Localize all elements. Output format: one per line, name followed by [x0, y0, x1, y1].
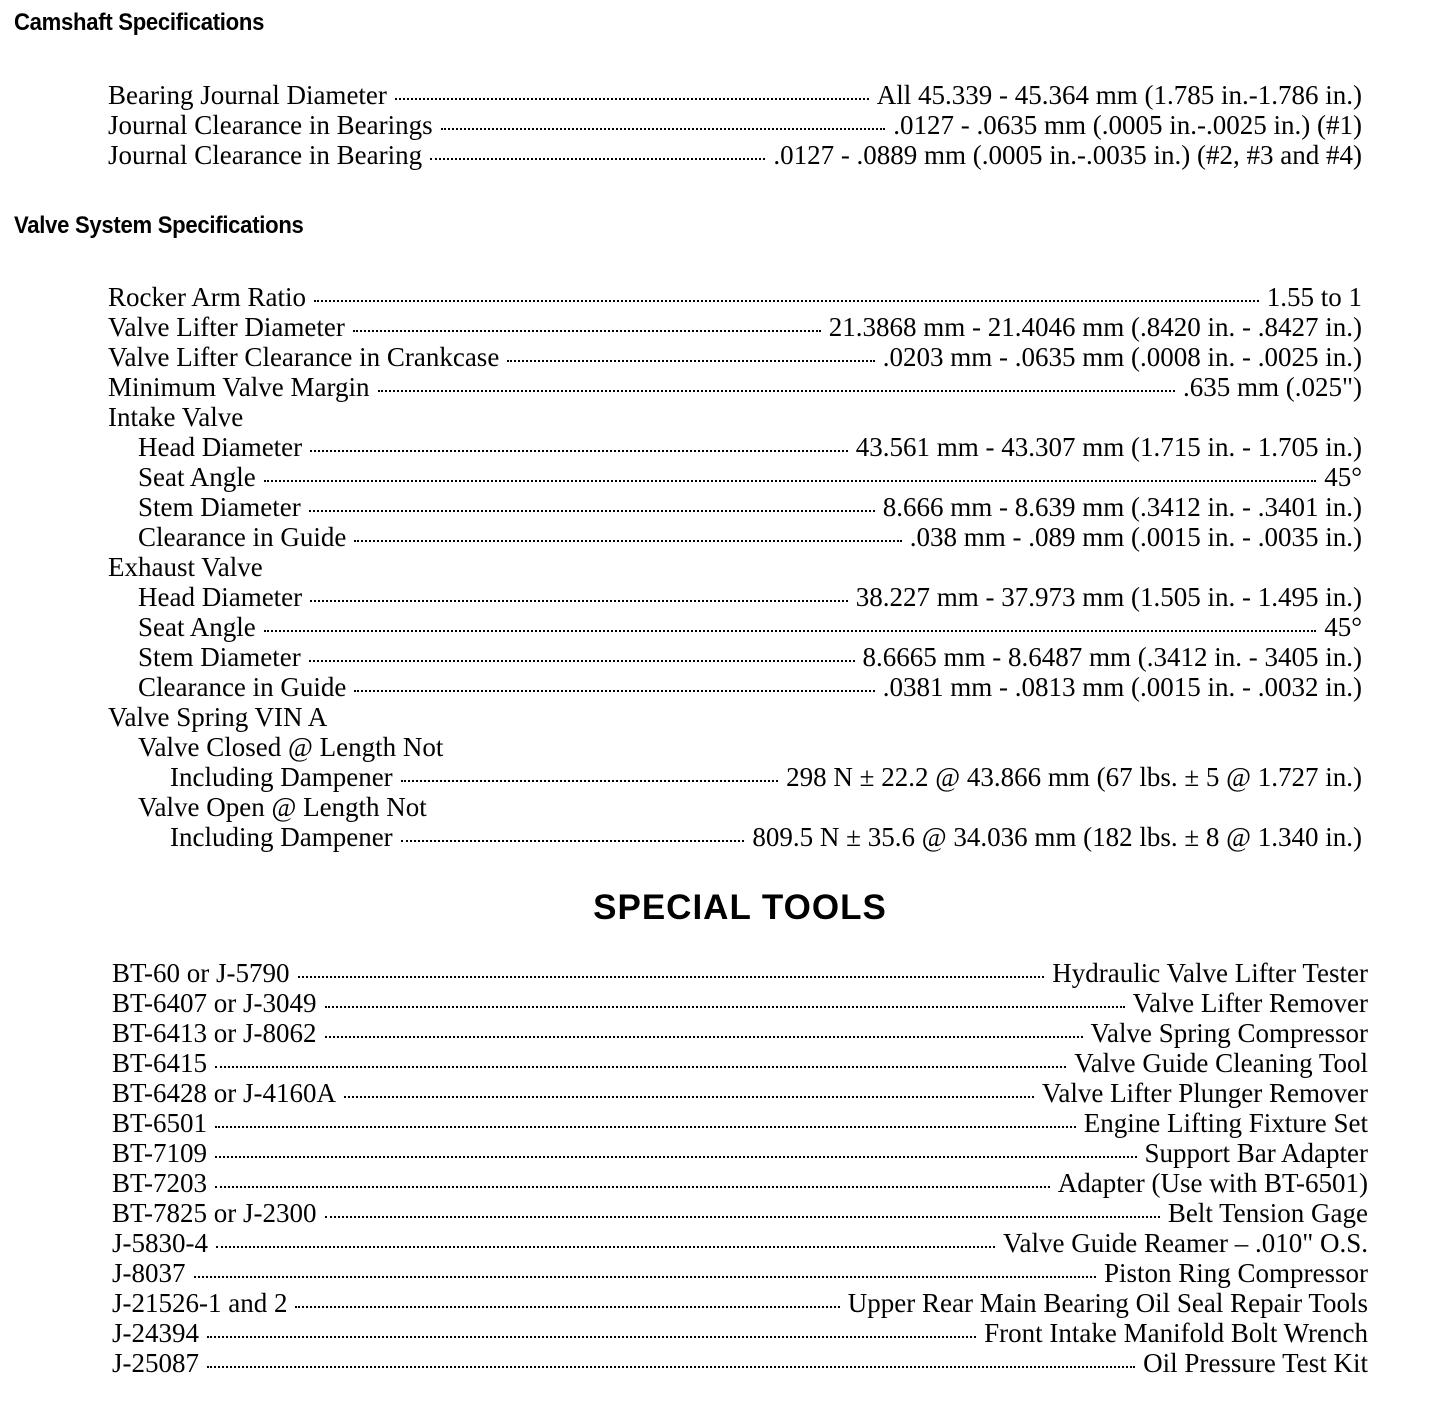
dot-leader	[215, 1186, 1050, 1188]
camshaft-section-title: Camshaft Specifications	[14, 9, 265, 36]
spec-row-exhaust-stem-diameter	[108, 642, 1362, 672]
tool-row	[112, 1018, 1368, 1048]
dot-leader	[325, 1036, 1083, 1038]
valve-closed-heading	[108, 732, 1362, 762]
tool-row	[112, 1348, 1368, 1378]
spec-value: .0127 - .0889 mm (.0005 in.-.0035 in.) (#2, #3 and #4)	[773, 140, 1362, 170]
tool-row	[112, 1168, 1368, 1198]
tool-number: J-21526-1 and 2	[112, 1288, 288, 1318]
spec-value: .0203 mm - .0635 mm (.0008 in. - .0025 in.)	[882, 342, 1362, 372]
spec-label: Bearing Journal Diameter	[108, 80, 387, 110]
spec-row-intake-head-diameter	[108, 432, 1362, 462]
spec-value: 298 N ± 22.2 @ 43.866 mm (67 lbs. ± 5 @ 1.727 in.)	[786, 762, 1362, 792]
spec-label: Journal Clearance in Bearing	[108, 140, 423, 170]
spec-value: .635 mm (.025")	[1182, 372, 1362, 402]
spec-label: Rocker Arm Ratio	[108, 282, 306, 312]
spec-value: 38.227 mm - 37.973 mm (1.505 in. - 1.495 in.)	[855, 582, 1362, 612]
dot-leader	[325, 1216, 1160, 1218]
spec-label: Including Dampener	[170, 822, 393, 852]
dot-leader	[378, 390, 1175, 392]
intake-valve-heading	[108, 402, 1362, 432]
spec-value: All 45.339 - 45.364 mm (1.785 in.-1.786 in.)	[876, 80, 1362, 110]
valve-system-spec-list	[108, 282, 1362, 852]
special-tools-list	[112, 958, 1368, 1378]
tool-row	[112, 1288, 1368, 1318]
spec-row-minimum-valve-margin	[108, 372, 1362, 402]
spec-row-valve-open	[108, 822, 1362, 852]
dot-leader	[314, 300, 1259, 302]
spec-value: .0127 - .0635 mm (.0005 in.-.0025 in.) (#1)	[893, 110, 1362, 140]
spec-label: Journal Clearance in Bearings	[108, 110, 433, 140]
tool-row	[112, 1318, 1368, 1348]
camshaft-spec-list	[108, 80, 1362, 170]
spec-label: Stem Diameter	[138, 642, 301, 672]
tool-description: Valve Spring Compressor	[1090, 1018, 1368, 1048]
spec-row-intake-clearance	[108, 522, 1362, 552]
tool-description: Belt Tension Gage	[1167, 1198, 1368, 1228]
exhaust-valve-heading	[108, 552, 1362, 582]
dot-leader	[395, 98, 869, 100]
tool-number: BT-7825 or J-2300	[112, 1198, 317, 1228]
dot-leader	[354, 540, 901, 542]
group-label: Valve Spring VIN A	[108, 702, 328, 732]
spec-value: 8.6665 mm - 8.6487 mm (.3412 in. - 3405 in.)	[862, 642, 1362, 672]
special-tools-title: SPECIAL TOOLS	[593, 888, 887, 927]
tool-description: Engine Lifting Fixture Set	[1083, 1108, 1368, 1138]
tool-row	[112, 958, 1368, 988]
spec-value: 21.3868 mm - 21.4046 mm (.8420 in. - .8427 in.)	[828, 312, 1362, 342]
tool-row	[112, 1108, 1368, 1138]
tool-number: BT-6428 or J-4160A	[112, 1078, 337, 1108]
spec-row-intake-stem-diameter	[108, 492, 1362, 522]
dot-leader	[215, 1066, 1066, 1068]
spec-label: Minimum Valve Margin	[108, 372, 370, 402]
tool-row	[112, 1228, 1368, 1258]
tool-row	[112, 1048, 1368, 1078]
spec-label: Valve Lifter Diameter	[108, 312, 345, 342]
dot-leader	[207, 1336, 976, 1338]
tool-description: Valve Lifter Remover	[1132, 988, 1368, 1018]
dot-leader	[353, 330, 821, 332]
tool-description: Front Intake Manifold Bolt Wrench	[984, 1318, 1368, 1348]
tool-number: BT-6407 or J-3049	[112, 988, 317, 1018]
spec-row-bearing-journal-diameter	[108, 80, 1362, 110]
spec-label: Head Diameter	[138, 582, 303, 612]
spec-row-exhaust-clearance	[108, 672, 1362, 702]
spec-row-exhaust-head-diameter	[108, 582, 1362, 612]
spec-row-rocker-arm-ratio	[108, 282, 1362, 312]
dot-leader	[401, 840, 745, 842]
tool-number: BT-7109	[112, 1138, 208, 1168]
tool-description: Adapter (Use with BT-6501)	[1057, 1168, 1368, 1198]
tool-number: BT-60 or J-5790	[112, 958, 290, 988]
dot-leader	[215, 1126, 1076, 1128]
dot-leader	[216, 1246, 995, 1248]
dot-leader	[264, 480, 1316, 482]
tool-description: Valve Guide Reamer – .010" O.S.	[1003, 1228, 1368, 1258]
dot-leader	[310, 450, 848, 452]
tool-description: Valve Lifter Plunger Remover	[1041, 1078, 1368, 1108]
spec-row-intake-seat-angle	[108, 462, 1362, 492]
dot-leader	[298, 976, 1045, 978]
tool-number: BT-6501	[112, 1108, 208, 1138]
dot-leader	[309, 660, 855, 662]
group-label: Valve Closed @ Length Not	[138, 732, 444, 762]
spec-value: 809.5 N ± 35.6 @ 34.036 mm (182 lbs. ± 8 @ 1.340 in.)	[752, 822, 1362, 852]
spec-value: .0381 mm - .0813 mm (.0015 in. - .0032 in.)	[882, 672, 1362, 702]
spec-label: Clearance in Guide	[138, 672, 347, 702]
tool-row	[112, 1138, 1368, 1168]
tool-row	[112, 1078, 1368, 1108]
tool-description: Support Bar Adapter	[1144, 1138, 1368, 1168]
dot-leader	[344, 1096, 1034, 1098]
valve-spring-heading	[108, 702, 1362, 732]
dot-leader	[264, 630, 1316, 632]
group-label: Valve Open @ Length Not	[138, 792, 427, 822]
dot-leader	[430, 158, 765, 160]
spec-label: Clearance in Guide	[138, 522, 347, 552]
tool-number: BT-7203	[112, 1168, 208, 1198]
spec-row-journal-clearance-bearing	[108, 140, 1362, 170]
spec-row-journal-clearance-bearings	[108, 110, 1362, 140]
dot-leader	[295, 1306, 839, 1308]
tool-number: J-8037	[112, 1258, 186, 1288]
tool-description: Hydraulic Valve Lifter Tester	[1052, 958, 1368, 988]
spec-row-exhaust-seat-angle	[108, 612, 1362, 642]
dot-leader	[507, 360, 874, 362]
spec-label: Including Dampener	[170, 762, 393, 792]
spec-label: Seat Angle	[138, 462, 256, 492]
dot-leader	[207, 1366, 1135, 1368]
valve-system-section-title: Valve System Specifications	[14, 212, 304, 239]
dot-leader	[441, 128, 886, 130]
spec-row-valve-closed	[108, 762, 1362, 792]
dot-leader	[354, 690, 874, 692]
tool-description: Piston Ring Compressor	[1103, 1258, 1368, 1288]
spec-label: Head Diameter	[138, 432, 303, 462]
spec-row-valve-lifter-diameter	[108, 312, 1362, 342]
tool-description: Oil Pressure Test Kit	[1143, 1348, 1368, 1378]
tool-row	[112, 1258, 1368, 1288]
spec-value: 45°	[1324, 612, 1362, 642]
tool-number: J-25087	[112, 1348, 199, 1378]
spec-value: 8.666 mm - 8.639 mm (.3412 in. - .3401 in.)	[882, 492, 1362, 522]
tool-description: Valve Guide Cleaning Tool	[1074, 1048, 1368, 1078]
spec-label: Stem Diameter	[138, 492, 301, 522]
tool-number: BT-6413 or J-8062	[112, 1018, 317, 1048]
tool-row	[112, 1198, 1368, 1228]
spec-value: 45°	[1324, 462, 1362, 492]
tool-number: J-24394	[112, 1318, 199, 1348]
spec-row-valve-lifter-clearance	[108, 342, 1362, 372]
tool-description: Upper Rear Main Bearing Oil Seal Repair Tools	[847, 1288, 1368, 1318]
dot-leader	[325, 1006, 1125, 1008]
dot-leader	[215, 1156, 1137, 1158]
group-label: Exhaust Valve	[108, 552, 263, 582]
spec-value: .038 mm - .089 mm (.0015 in. - .0035 in.)	[909, 522, 1362, 552]
spec-label: Seat Angle	[138, 612, 256, 642]
spec-value: 43.561 mm - 43.307 mm (1.715 in. - 1.705 in.)	[855, 432, 1362, 462]
group-label: Intake Valve	[108, 402, 244, 432]
tool-number: BT-6415	[112, 1048, 208, 1078]
dot-leader	[401, 780, 778, 782]
dot-leader	[309, 510, 875, 512]
tool-row	[112, 988, 1368, 1018]
dot-leader	[194, 1276, 1096, 1278]
spec-value: 1.55 to 1	[1266, 282, 1362, 312]
tool-number: J-5830-4	[112, 1228, 208, 1258]
spec-label: Valve Lifter Clearance in Crankcase	[108, 342, 500, 372]
valve-open-heading	[108, 792, 1362, 822]
dot-leader	[310, 600, 848, 602]
